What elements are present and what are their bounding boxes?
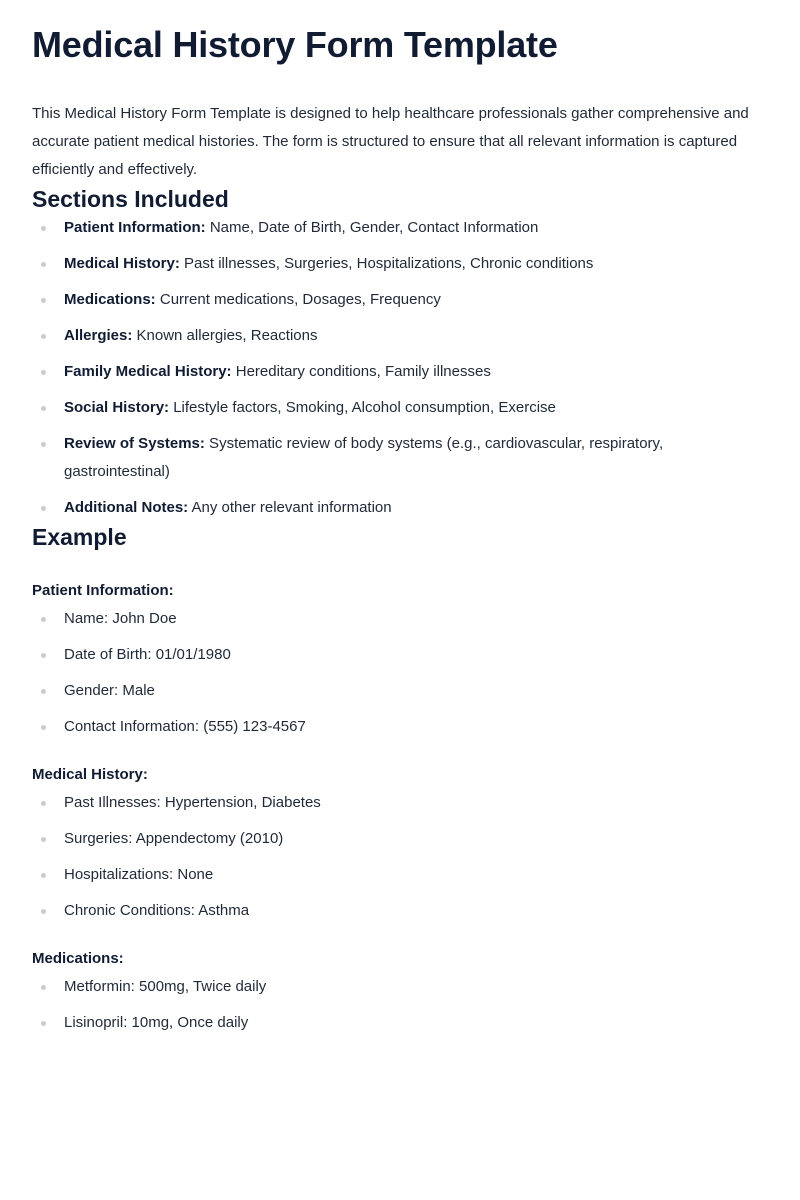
- medications-heading: Medications:: [32, 950, 124, 967]
- list-item: Gender: Male: [32, 677, 768, 705]
- item-description: Systematic review of body systems (e.g., cardiovascular, respiratory, gastrointestinal): [64, 435, 664, 480]
- item-title: Additional Notes:: [64, 499, 189, 516]
- item-title: Review of Systems:: [64, 435, 205, 452]
- list-item: [32, 214, 768, 242]
- medical-history-heading: Medical History:: [32, 766, 148, 783]
- list-item: Lisinopril: 10mg, Once daily: [32, 1009, 768, 1037]
- medications-list: [32, 973, 768, 1037]
- patient-information-heading: Patient Information:: [32, 582, 174, 599]
- list-item: Chronic Conditions: Asthma: [32, 897, 768, 925]
- intro-paragraph: This Medical History Form Template is designed to help healthcare professionals gather comprehensive and accurate patient medical histories. The form is structured to ensure that all relevant information is captured efficiently and effectively.: [32, 105, 749, 178]
- list-item: [32, 322, 768, 350]
- sections-heading: Sections Included: [32, 186, 229, 212]
- list-item: [32, 358, 768, 386]
- list-item: Metformin: 500mg, Twice daily: [32, 973, 768, 1001]
- item-title: Social History:: [64, 399, 170, 416]
- example-heading: Example: [32, 524, 127, 550]
- item-title: Medical History:: [64, 255, 180, 272]
- patient-information-list: [32, 605, 768, 741]
- item-title: Family Medical History:: [64, 363, 232, 380]
- list-item: Date of Birth: 01/01/1980: [32, 641, 768, 669]
- list-item: Contact Information: (555) 123-4567: [32, 713, 768, 741]
- list-item: Surgeries: Appendectomy (2010): [32, 825, 768, 853]
- list-item: Hospitalizations: None: [32, 861, 768, 889]
- list-item: [32, 394, 768, 422]
- item-title: Patient Information:: [64, 219, 206, 236]
- item-description: Known allergies, Reactions: [132, 327, 318, 344]
- list-item: [32, 494, 768, 522]
- item-description: Past illnesses, Surgeries, Hospitalizations, Chronic conditions: [179, 255, 594, 272]
- item-description: Name, Date of Birth, Gender, Contact Information: [205, 219, 539, 236]
- item-description: Hereditary conditions, Family illnesses: [231, 363, 491, 380]
- item-description: Current medications, Dosages, Frequency: [155, 291, 441, 308]
- list-item: [32, 286, 768, 314]
- list-item: [32, 430, 768, 486]
- medical-history-list: [32, 789, 768, 925]
- list-item: [32, 250, 768, 278]
- item-title: Medications:: [64, 291, 156, 308]
- item-title: Allergies:: [64, 327, 133, 344]
- list-item: Name: John Doe: [32, 605, 768, 633]
- list-item: Past Illnesses: Hypertension, Diabetes: [32, 789, 768, 817]
- item-description: Lifestyle factors, Smoking, Alcohol consumption, Exercise: [169, 399, 556, 416]
- item-description: Any other relevant information: [188, 499, 392, 516]
- page-title: Medical History Form Template: [32, 24, 558, 65]
- sections-list: [32, 214, 768, 522]
